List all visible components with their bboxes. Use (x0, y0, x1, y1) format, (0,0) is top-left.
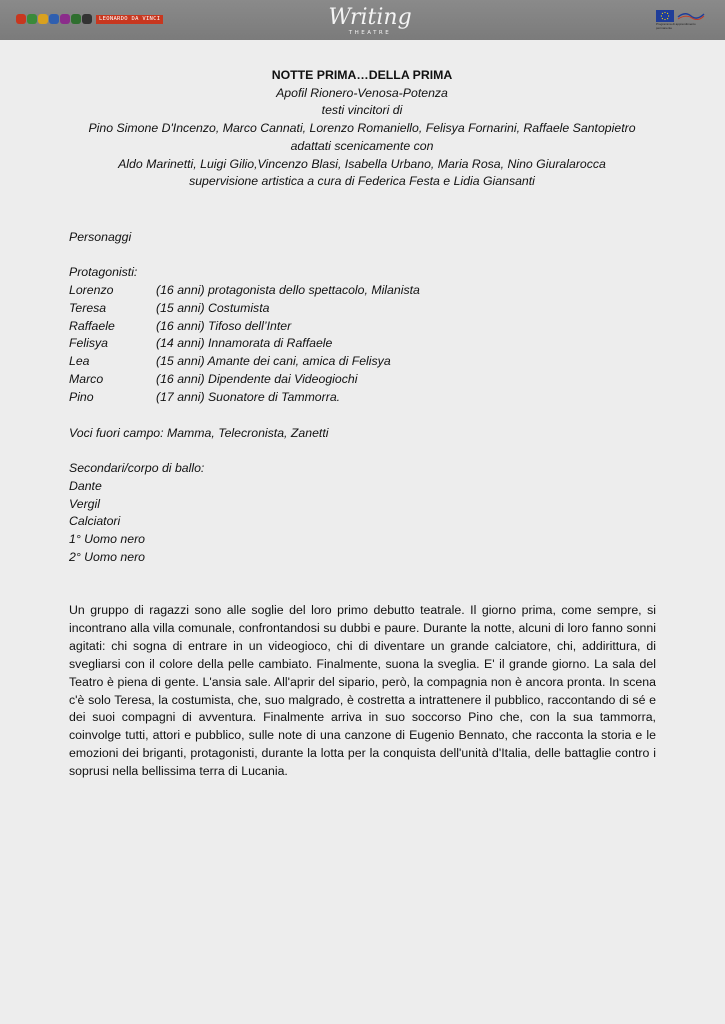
character-row (69, 282, 420, 300)
partner-logo-green (27, 14, 37, 24)
character-name: Lorenzo (69, 283, 114, 297)
eu-flag-icon (656, 10, 674, 22)
character-name: Felisya (69, 336, 108, 351)
secondary-item: 2° Uomo nero (69, 549, 146, 564)
supervision-line: supervisione artistica a cura di Federica Festa e Lidia Giansanti (189, 174, 535, 189)
leonardo-da-vinci-logo: LEONARDO DA VINCI (96, 15, 163, 24)
secondary-item: Vergil (69, 496, 100, 511)
adapters-line: Aldo Marinetti, Luigi Gilio,Vincenzo Blasi, Isabella Urbano, Maria Rosa, Nino Giuralarocca (118, 156, 606, 171)
partner-logo-red (16, 14, 26, 24)
svg-text:Writing: Writing (328, 5, 412, 30)
winners-intro: testi vincitori di (321, 103, 403, 118)
character-name: Raffaele (69, 318, 115, 333)
svg-text:THEATRE: THEATRE (348, 30, 392, 36)
secondary-item: 1° Uomo nero (69, 532, 146, 547)
personaggi-heading: Personaggi (69, 230, 132, 244)
character-desc: (16 anni) Tifoso dell’Inter (156, 318, 292, 333)
character-desc: (16 anni) protagonista dello spettacolo, Milanista (156, 283, 420, 297)
protagonists-list (69, 282, 420, 407)
protagonisti-heading: Protagonisti: (69, 265, 138, 279)
secondary-item: Calciatori (69, 514, 121, 529)
character-row (69, 389, 420, 407)
writing-theatre-logo (327, 2, 413, 38)
character-desc: (16 anni) Dipendente dai Videogiochi (156, 371, 358, 386)
lifelong-learning-logo (677, 10, 705, 20)
document-title-block (69, 67, 655, 191)
character-name: Teresa (69, 300, 107, 315)
synopsis-paragraph: Un gruppo di ragazzi sono alle soglie del loro primo debutto teatrale. Il giorno prima, come sempre, si incontrano alla villa comunale, confrontandosi su dubbi e paure. Durante la notte, alcuni di loro fanno sonni agitati: chi sogna di entrare in un videogioco, chi di diventare un grande calciatore, chi, addirittura, di svegliarsi con il colore della pelle cambiato. Finalmente, suona la sveglia. E' il grande giorno. La sala del Teatro è piena di gente. L'ansia sale. All'aprir del sipario, però, la compagnia non è ancora pronta. In scena c'è solo Teresa, la costumista, che, suo malgrado, è costretta a intrattenere il pubblico, raccontando di sé e dei suoi compagni di avventura. Finalmente arriva in suo soccorso Pino che, con la sua tammorra, coinvolge tutti, attori e pubblico, sulle note di una canzone di Eugenio Bennato, che racconta la storia e le emozioni dei briganti, protagonisti, durante la lotta per la conquista dell'unità d'Italia, delle battaglie contro i soprusi nella bellissima terra di Lucania. (69, 603, 656, 779)
character-name: Pino (69, 389, 94, 404)
adapted-intro: adattati scenicamente con (290, 138, 434, 153)
partner-logo-blue (49, 14, 59, 24)
page-header (0, 0, 725, 40)
character-row (69, 371, 420, 389)
secondary-item: Dante (69, 478, 102, 493)
secondari-heading: Secondari/corpo di ballo: (69, 461, 205, 475)
partner-logo-purple (60, 14, 70, 24)
character-row (69, 335, 420, 353)
partner-logos (16, 13, 163, 25)
partner-logo-dark (82, 14, 92, 24)
organization-line: Apofil Rionero-Venosa-Potenza (276, 85, 448, 100)
character-desc: (15 anni) Amante dei cani, amica di Felisya (156, 354, 391, 369)
play-title: NOTTE PRIMA…DELLA PRIMA (271, 68, 453, 82)
character-row (69, 300, 420, 318)
partner-logo-darkgreen (71, 14, 81, 24)
character-name: Lea (69, 354, 90, 369)
partner-logo-yellow (38, 14, 48, 24)
character-name: Marco (69, 371, 104, 386)
authors-line: Pino Simone D'Incenzo, Marco Cannati, Lorenzo Romaniello, Felisya Fornarini, Raffaele Santopietro (88, 121, 636, 136)
character-desc: (14 anni) Innamorata di Raffaele (156, 336, 333, 351)
secondary-characters (69, 460, 204, 567)
character-desc: (15 anni) Costumista (156, 300, 270, 315)
eu-caption: Programma di apprendimento permanente (656, 22, 696, 30)
offstage-voices: Voci fuori campo: Mamma, Telecronista, Zanetti (69, 426, 329, 440)
character-row (69, 318, 420, 336)
character-row (69, 353, 420, 371)
character-desc: (17 anni) Suonatore di Tammorra. (156, 389, 341, 404)
